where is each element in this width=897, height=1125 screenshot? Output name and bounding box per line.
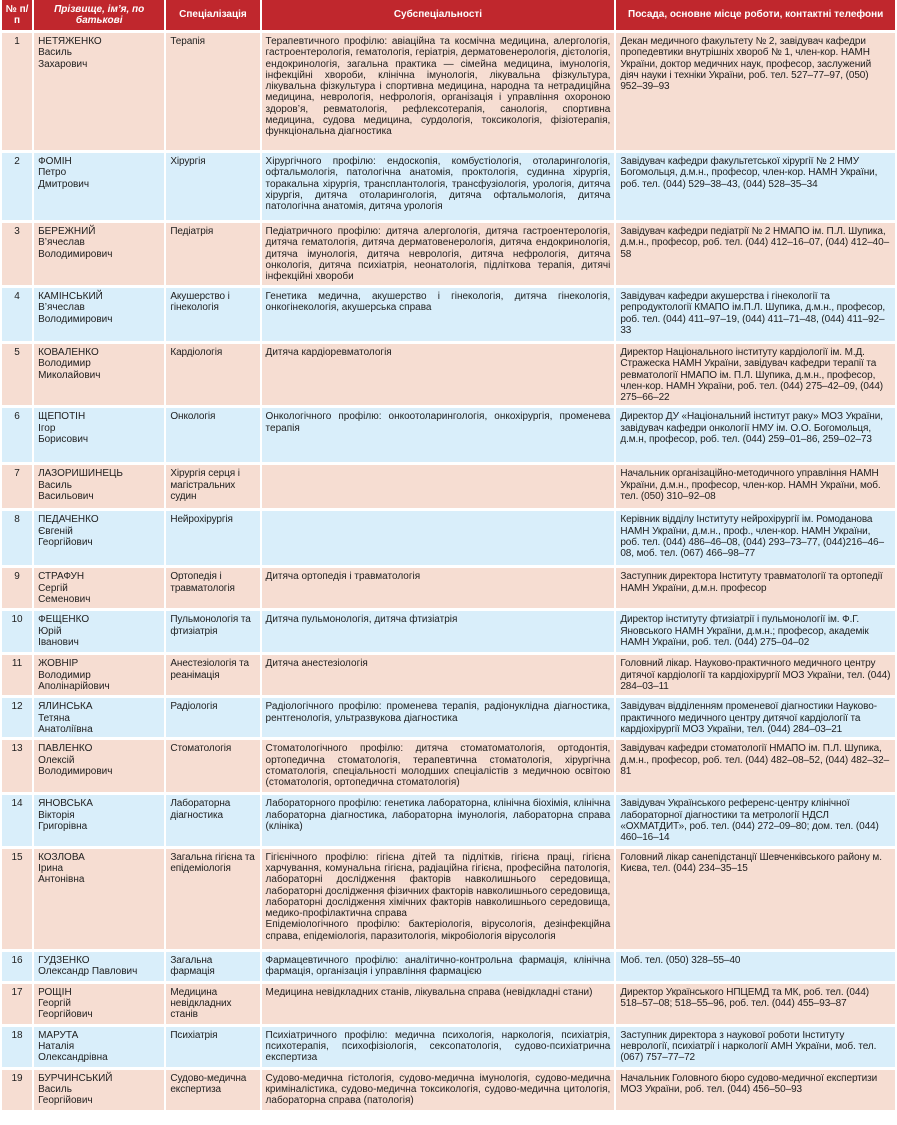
row-number: 13 (2, 740, 32, 792)
person-name (34, 698, 164, 737)
row-number: 2 (2, 153, 32, 220)
row-number: 19 (2, 1070, 32, 1110)
surname: КОВАЛЕНКО (38, 347, 99, 358)
patronymic: Захарович (38, 58, 88, 70)
patronymic: Аполінарійович (38, 681, 110, 693)
specialty: Психіатрія (166, 1027, 259, 1067)
surname: МАРУТА (38, 1029, 79, 1041)
person-name (34, 288, 164, 341)
person-name (34, 153, 164, 220)
surname: СТРАФУН (38, 571, 85, 583)
table-row (2, 655, 895, 695)
row-number: 12 (2, 698, 32, 737)
patronymic: Георгійович (38, 1095, 93, 1107)
table-row (2, 1070, 895, 1110)
table-row (2, 952, 895, 981)
header-specialty: Спеціалізація (166, 0, 259, 30)
first-name: Володимир (38, 358, 91, 370)
row-number: 3 (2, 223, 32, 285)
row-number: 5 (2, 344, 32, 405)
patronymic: Володимирович (38, 248, 113, 260)
surname: ФЕЩЕНКО (38, 614, 90, 626)
position-contacts: Директор Українського НПЦЕМД та МК, роб. тел. (044) 518–57–08; 518–55–96, роб. тел. (044) 455–93–87 (616, 984, 895, 1024)
first-name: Тетяна (38, 712, 70, 724)
surname: ЯЛИНСЬКА (38, 701, 93, 713)
person-name (34, 1070, 164, 1110)
surname: ПЕДАЧЕНКО (38, 514, 99, 526)
table-row (2, 223, 895, 285)
position-contacts: Начальник Головного бюро судово-медичної експертизи МОЗ України, роб. тел. (044) 456–50–93 (616, 1070, 895, 1110)
surname: ЯНОВСЬКА (38, 798, 93, 810)
surname: ГУДЗЕНКО (38, 954, 90, 966)
position-contacts: Завідувач кафедри акушерства і гінекології та репродуктології КМАПО ім.П.Л. Шупика, д.м.н., професор, роб. тел. (044) 411–97–19, (044) 411–71–48, (044) 411–92–33 (616, 288, 895, 341)
row-number: 17 (2, 984, 32, 1024)
person-name (34, 344, 164, 405)
specialty: Акушерство і гінекологія (166, 288, 259, 341)
patronymic: Олександрівна (38, 1052, 108, 1064)
first-name: Петро (38, 167, 67, 179)
subspecialties: Хірургічного профілю: ендоскопія, комбустіологія, отоларингологія, офтальмологія, патологічна анатомія, проктологія, судинна хірургія, торакальна хірургія, трансплантологія, трансфузіологія, урологія, дитяча хірургія, дитяча отоларингологія, дитяча офтальмологія, дитяча патологічна анатомія, дитяча урологія (262, 153, 615, 220)
surname: ПАВЛЕНКО (38, 743, 93, 755)
row-number: 16 (2, 952, 32, 981)
specialty: Судово-медична експертиза (166, 1070, 259, 1110)
subspecialties: Психіатричного профілю: медична психологія, наркологія, психіатрія, психотерапія, психофізіологія, сексопатологія, судово-психіатрична експертиза (262, 1027, 615, 1067)
row-number: 7 (2, 465, 32, 508)
person-name (34, 740, 164, 792)
table-row (2, 984, 895, 1024)
table-row (2, 849, 895, 949)
position-contacts: Завідувач кафедри факультетської хірургії № 2 НМУ Богомольця, д.м.н., професор, член-кор. НАМН України, роб. тел. (044) 529–38–43, (044) 528–35–34 (616, 153, 895, 220)
subspecialties: Лабораторного профілю: генетика лабораторна, клінічна біохімія, клінічна лабораторна діагностика, лабораторна імунологія, лабораторна справа (клініка) (262, 795, 615, 845)
surname: БЕРЕЖНИЙ (38, 226, 96, 237)
patronymic: Георгійович (38, 537, 93, 549)
specialty: Загальна фармація (166, 952, 259, 981)
row-number: 18 (2, 1027, 32, 1067)
patronymic: Григорівна (38, 821, 88, 833)
table-row (2, 698, 895, 737)
subspecialties: Онкологічного профілю: онкоотоларингологія, онкохірургія, променева терапія (262, 408, 615, 462)
surname: БУРЧИНСЬКИЙ (38, 1072, 113, 1084)
subspecialties: Дитяча ортопедія і травматологія (262, 568, 615, 608)
first-name: Вікторія (38, 809, 75, 821)
table-row (2, 465, 895, 508)
first-name: Георгій (38, 997, 71, 1009)
first-name: Олексій (38, 754, 75, 766)
position-contacts: Завідувач відділенням променевої діагностики Науково-практичного медичного центру дитячої кардіології та кардіохірургії МОЗ України, тел. (044) 284–03–21 (616, 698, 895, 737)
position-contacts: Заступник директора з наукової роботи Інституту неврології, психіатрії і наркології АМН України, моб. тел. (067) 757–77–72 (616, 1027, 895, 1067)
specialty: Педіатрія (166, 223, 259, 285)
person-name (34, 1027, 164, 1067)
surname: НЕТЯЖЕНКО (38, 36, 102, 47)
table-row (2, 740, 895, 792)
position-contacts: Керівник відділу Інституту нейрохірургії ім. Ромоданова НАМН України, д.м.н., проф., член-кор. НАМН України, роб. тел. (044) 486–46–08, (044) 293–73–77, (044)216–46–08, моб. тел. (067) 466–98–77 (616, 511, 895, 565)
person-name (34, 984, 164, 1024)
specialty: Стоматологія (166, 740, 259, 792)
specialty: Пульмонологія та фтизіатрія (166, 611, 259, 652)
specialty: Терапія (166, 33, 259, 150)
subspecialties: Педіатричного профілю: дитяча алергологія, дитяча гастроентерологія, дитяча гематологія, дитяча дерматовенерологія, дитяча ендокринологія, дитяча імунологія, дитяча неврологія, дитяча нефрологія, дитяча онкологія, дитяча психіатрія, неонатологія, підліткова терапія, дитячі інфекційні хвороби (262, 223, 615, 285)
person-name (34, 465, 164, 508)
header-num: № п/п (2, 0, 32, 30)
position-contacts: Директор ДУ «Національний інститут раку» МОЗ України, завідувач кафедри онкології НМУ ім. О.О. Богомольця, д.м.н, професор, роб. тел. (044) 259–01–86, 259–02–73 (616, 408, 895, 462)
person-name (34, 511, 164, 565)
patronymic: Семенович (38, 594, 91, 606)
first-name: Сергій (38, 582, 68, 594)
person-name (34, 611, 164, 652)
header-subspecialty: Субспеціальності (262, 0, 615, 30)
row-number: 11 (2, 655, 32, 695)
first-name: Василь (38, 47, 72, 59)
specialty: Хірургія (166, 153, 259, 220)
specialty: Лабораторна діагностика (166, 795, 259, 845)
subspecialties: Терапевтичного профілю: авіаційна та космічна медицина, алергологія, гастроентерологія, гематологія, геріатрія, дерматовенерологія, дієтологія, ендокринологія, загальна практика — сімейна медицина, імунологія, інфекційні хвороби, клінічна імунологія, лікувальна фізкультура, лікувальна фізкультура і спортивна медицина, народна та нетрадиційна медицина, неврологія, нефрологія, організація і управління охороною здоров’я, ревматологія, рефлексотерапія, санологія, спортивна медицина, судова медицина, сурдологія, токсикологія, фізіотерапія, функціональна діагностика (262, 33, 615, 150)
table-row (2, 611, 895, 652)
patronymic: Антонівна (38, 874, 85, 886)
table-row (2, 153, 895, 220)
subspecialties: Фармацевтичного профілю: аналітично-контрольна фармація, клінічна фармація, організація і управління фармацією (262, 952, 615, 981)
surname: КАМІНСЬКИЙ (38, 291, 103, 302)
subspecialties: Медицина невідкладних станів, лікувальна справа (невідкладні стани) (262, 984, 615, 1024)
first-name: Володимир (38, 669, 91, 681)
row-number: 14 (2, 795, 32, 845)
surname: ЖОВНІР (38, 658, 79, 670)
table-row (2, 344, 895, 405)
table-row (2, 511, 895, 565)
subspecialties: Дитяча кардіоревматологія (262, 344, 615, 405)
person-name (34, 568, 164, 608)
patronymic: Борисович (38, 434, 89, 446)
header-name: Прізвище, ім’я, по батькові (34, 0, 164, 30)
surname: КОЗЛОВА (38, 851, 85, 863)
row-number: 6 (2, 408, 32, 462)
first-name: Василь (38, 479, 72, 491)
person-name (34, 795, 164, 845)
position-contacts: Декан медичного факультету № 2, завідувач кафедри пропедевтики внутрішніх хвороб № 1, член-кор. НАМН України, доктор медичних наук, професор, заслужений діяч науки і техніки України, роб. тел. 527–77–97, (050) 952–39–93 (616, 33, 895, 150)
position-contacts: Головний лікар санепідстанції Шевченківського району м. Києва, тел. (044) 234–35–15 (616, 849, 895, 949)
person-name (34, 655, 164, 695)
row-number: 15 (2, 849, 32, 949)
subspecialties: Дитяча пульмонологія, дитяча фтизіатрія (262, 611, 615, 652)
row-number: 4 (2, 288, 32, 341)
surname: ЩЕПОТІН (38, 411, 86, 423)
first-name: Олександр Павлович (38, 965, 138, 977)
table-row (2, 33, 895, 150)
subspecialties: Дитяча анестезіологія (262, 655, 615, 695)
first-name: В’ячеслав (38, 237, 85, 249)
subspecialties: Стоматологічного профілю: дитяча стоматоматологія, ортодонтія, ортопедична стоматологія, терапевтична стоматологія, хірургічна стоматологія, спеціальності молодших спеціалістів з медичною освітою (стоматологія, ортопедична стоматологія) (262, 740, 615, 792)
specialty: Нейрохірургія (166, 511, 259, 565)
specialty: Медицина невідкладних станів (166, 984, 259, 1024)
patronymic: Володимирович (38, 313, 113, 325)
surname: ФОМІН (38, 156, 72, 167)
subspecialties (262, 465, 615, 508)
person-name (34, 33, 164, 150)
first-name: Євгеній (38, 525, 73, 537)
subspecialties: Генетика медична, акушерство і гінекологія, дитяча гінекологія, онкогінекологія, акушерська справа (262, 288, 615, 341)
row-number: 9 (2, 568, 32, 608)
patronymic: Миколайович (38, 369, 101, 381)
position-contacts: Заступник директора Інституту травматології та ортопедії НАМН України, д.м.н. професор (616, 568, 895, 608)
patronymic: Анатоліївна (38, 724, 93, 736)
position-contacts: Завідувач кафедри педіатрії № 2 НМАПО ім. П.Л. Шупика, д.м.н., професор, роб. тел. (044) 412–16–07, (044) 412–40–58 (616, 223, 895, 285)
patronymic: Васильович (38, 491, 94, 503)
surname: ЛАЗОРИШИНЕЦЬ (38, 468, 123, 480)
patronymic: Володимирович (38, 766, 113, 778)
first-name: Василь (38, 1083, 72, 1095)
specialty: Хірургія серця і магістральних судин (166, 465, 259, 508)
table-row (2, 568, 895, 608)
position-contacts: Директор Національного інституту кардіології ім. М.Д. Стражеска НАМН України, завідувач кафедри терапії та ревматології НМАПО ім. П.Л. Шупика, д.м.н., професор, член-кор. НАМН України, роб. тел. (044) 275–42–09, (044) 275–66–22 (616, 344, 895, 405)
position-contacts: Начальник організаційно-методичного управління НАМН України, д.м.н., професор, член-кор. НАМН України, моб. тел. (050) 310–92–08 (616, 465, 895, 508)
person-name (34, 408, 164, 462)
position-contacts: Головний лікар. Науково-практичного медичного центру дитячої кардіології та кардіохірургії МОЗ України, тел. (044) 284–03–11 (616, 655, 895, 695)
surname: РОЩІН (38, 986, 72, 998)
table-row (2, 795, 895, 845)
specialty: Онкологія (166, 408, 259, 462)
header-position: Посада, основне місце роботи, контактні телефони (616, 0, 895, 30)
subspecialties: Судово-медична гістологія, судово-медична імунологія, судово-медична криміналістика, судово-медична токсикологія, судово-медична цитологія, лабораторна справа (патологія) (262, 1070, 615, 1110)
table-row (2, 288, 895, 341)
first-name: Ігор (38, 422, 56, 434)
patronymic: Георгійович (38, 1009, 93, 1021)
specialty: Анестезіологія та реанімація (166, 655, 259, 695)
first-name: Наталія (38, 1040, 75, 1052)
position-contacts: Моб. тел. (050) 328–55–40 (616, 952, 895, 981)
table-row (2, 1027, 895, 1067)
person-name (34, 223, 164, 285)
subspecialties (262, 511, 615, 565)
position-contacts: Завідувач кафедри стоматології НМАПО ім. П.Л. Шупика, д.м.н., професор, роб. тел. (044) 482–08–52, (044) 482–32–81 (616, 740, 895, 792)
table-row (2, 408, 895, 462)
row-number: 8 (2, 511, 32, 565)
patronymic: Іванович (38, 637, 79, 649)
row-number: 10 (2, 611, 32, 652)
subspecialties: Гігієнічного профілю: гігієна дітей та підлітків, гігієна праці, гігієна харчування, комунальна гігієна, радіаційна гігієна, професійна патологія, лабораторні дослідження факторів навколишнього середовища, лабораторні дослідження фізичних факторів навколишнього середовища, лабораторні дослідження хімічних факторів навколишнього середовища, медико-профілактична справа Епідеміологічного профілю: бактеріологія, вірусологія, дезінфекційна справа, епідеміологія, паразитологія, мікробіологія вірусологія (262, 849, 615, 949)
subspecialties: Радіологічного профілю: променева терапія, радіонуклідна діагностика, рентгенологія, ультразвукова діагностика (262, 698, 615, 737)
first-name: Ірина (38, 862, 64, 874)
specialty: Ортопедія і травматологія (166, 568, 259, 608)
person-name (34, 952, 164, 981)
row-number: 1 (2, 33, 32, 150)
position-contacts: Директор інституту фтизіатрії і пульмонології ім. Ф.Г. Яновського НАМН України, д.м.н.; професор, академік НАМН України, роб. тел. (044) 275–04–02 (616, 611, 895, 652)
specialty: Кардіологія (166, 344, 259, 405)
first-name: В’ячеслав (38, 302, 85, 314)
person-name (34, 849, 164, 949)
table-body (2, 33, 895, 1110)
patronymic: Дмитрович (38, 178, 90, 190)
specialty: Загальна гігієна та епідеміологія (166, 849, 259, 949)
first-name: Юрій (38, 625, 62, 637)
position-contacts: Завідувач Українського референс-центру клінічної лабораторної діагностики та метрології НДСЛ «ОХМАТДИТ», роб. тел. (044) 272–09–80; дом. тел. (044) 460–16–14 (616, 795, 895, 845)
specialty: Радіологія (166, 698, 259, 737)
table-header-row (2, 0, 895, 30)
